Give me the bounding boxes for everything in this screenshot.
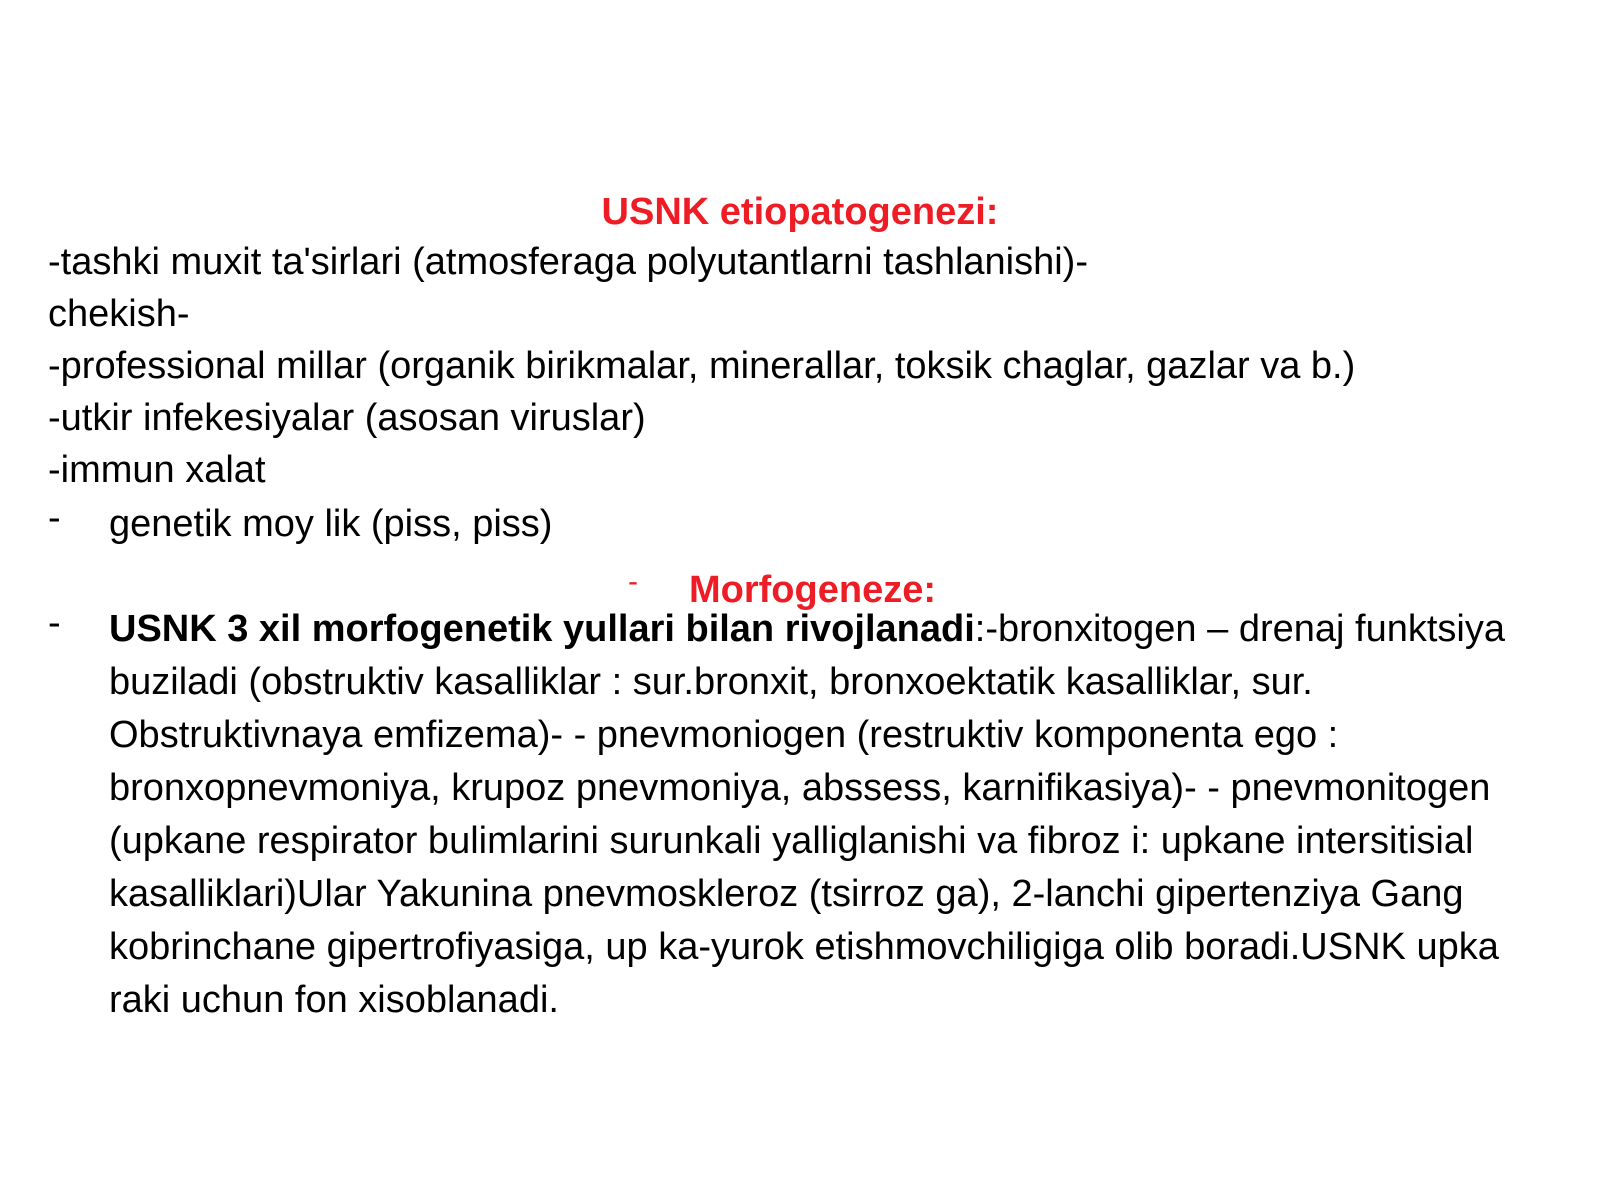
- cause-line-4: -utkir infekesiyalar (asosan viruslar): [48, 397, 646, 439]
- morpho-bullet-body: :-bronxitogen – drenaj funktsiya buziladi (obstruktiv kasalliklar : sur.bronxit, bronxoektatik kasalliklar, sur. Obstruktivnaya emfizema)- - pnevmoniogen (restruktiv komponenta ego : bronxopnevmoniya, krupoz pnevmoniya, abssess, karnifikasiya)- - pnevmonitogen (upkane respirator bulimlarini surunkali yalliglanishi va fibroz i: upkane intersitisial kasalliklari)Ular Yakunina pnevmoskleroz (tsirroz ga), 2-lanchi gipertenziya Gang kobrinchane gipertrofiyasiga, up ka-yurok etishmovchiligiga olib boradi.USNK upka raki uchun fon xisoblanadi.: [109, 608, 1505, 1021]
- bullet-marker: -: [48, 602, 61, 644]
- bullet-marker: -: [628, 565, 638, 598]
- cause-line-5: -immun xalat: [48, 449, 266, 491]
- morpho-bullet: [48, 603, 1548, 1027]
- cause-line-3: -professional millar (organik birikmalar, minerallar, toksik chaglar, gazlar va b.): [48, 345, 1356, 387]
- genetic-bullet: [48, 498, 1548, 551]
- cause-line-2: chekish-: [48, 293, 190, 335]
- slide-title: USNK etiopatogenezi:: [601, 191, 999, 233]
- genetic-bullet-text: genetik moy lik (piss, piss): [109, 503, 553, 545]
- morpho-bullet-bold: USNK 3 xil morfogenetik yullari bilan rivojlanadi: [109, 608, 975, 650]
- morpho-bullet-text: [109, 603, 1548, 1027]
- bullet-marker: -: [48, 497, 61, 539]
- cause-line-1: -tashki muxit ta'sirlari (atmosferaga polyutantlarni tashlanishi)-: [48, 241, 1088, 283]
- subheading-text: Morfogeneze:: [689, 569, 936, 611]
